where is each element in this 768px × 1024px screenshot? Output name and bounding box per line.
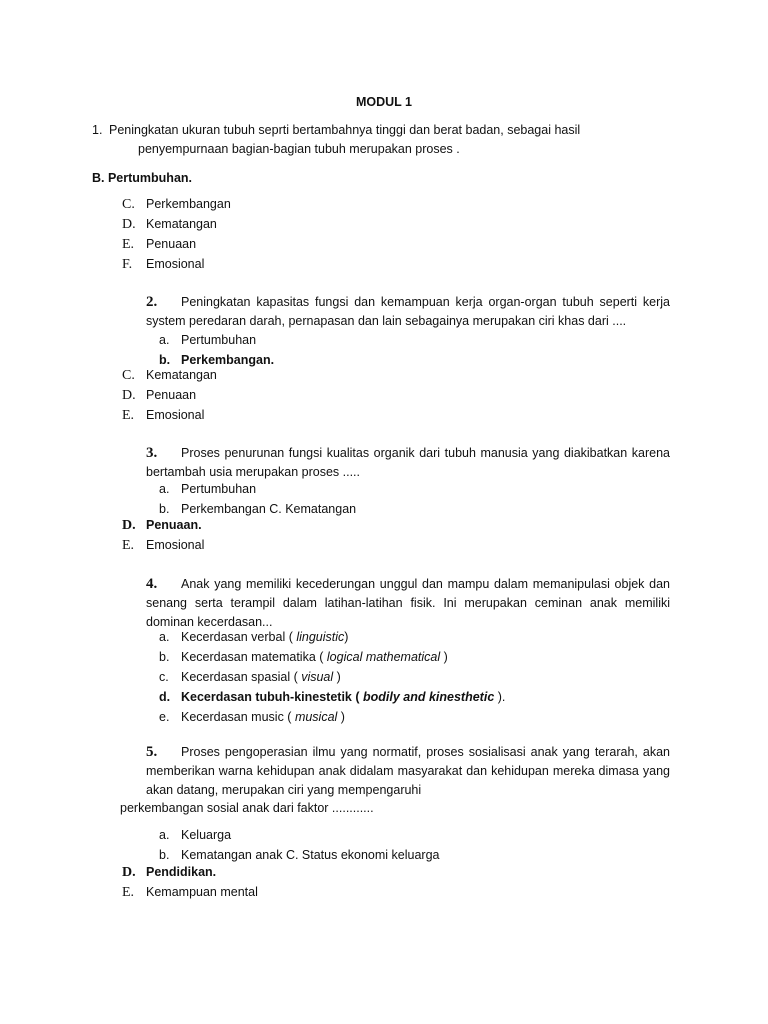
option-item: F. Emosional (122, 257, 205, 272)
option-item: C. Kematangan (122, 368, 217, 383)
question-1 (92, 121, 692, 159)
question-text-line-1: Peningkatan ukuran tubuh seprti bertambahnya tinggi dan berat badan, sebagai hasil (109, 123, 581, 137)
question-text-line-2: penyempurnaan bagian-bagian tubuh merupakan proses . (138, 142, 460, 156)
question-3 (146, 444, 670, 482)
option-item: a. Kecerdasan verbal ( linguistic) (159, 630, 349, 644)
option-item: D. Pendidikan. (122, 865, 217, 880)
q5-options (122, 863, 258, 903)
option-item: c. Kecerdasan spasial ( visual ) (159, 670, 341, 684)
answer-option-b: B. Pertumbuhan. (92, 171, 193, 185)
option-item: a. Keluarga (159, 828, 232, 842)
question-number: 5. (146, 744, 158, 760)
q3-options (122, 516, 204, 556)
option-item: C. Perkembangan (122, 197, 231, 212)
question-number: 1. (92, 123, 103, 137)
option-item: a. Pertumbuhan (159, 333, 257, 347)
question-4 (146, 575, 670, 632)
option-item: D. Penuaan. (122, 518, 202, 533)
option-item: b. Perkembangan. (159, 353, 275, 367)
option-item: b. Kecerdasan matematika ( logical mathematical ) (159, 650, 448, 664)
question-text: Proses pengoperasian ilmu yang normatif, proses sosialisasi anak yang terarah, akan memberikan warna kehidupan anak didalam masyarakat dan kehidupan mereka dimasa yang akan datang, merupakan ciri yang mempengaruhi (146, 745, 670, 797)
option-item: E. Emosional (122, 538, 205, 553)
question-text: Anak yang memiliki kecederungan unggul dan mampu dalam memanipulasi objek dan senang serta terampil dalam latihan-latihan fisik. Ini merupakan ceminan anak memiliki dominan kecerdasan... (146, 577, 670, 629)
question-2 (146, 293, 670, 331)
question-number: 4. (146, 576, 158, 592)
q1-options (122, 195, 231, 275)
question-number: 2. (146, 294, 158, 310)
q2-options (122, 366, 217, 426)
option-item: a. Pertumbuhan (159, 482, 257, 496)
q4-sub-options (159, 628, 505, 728)
option-item: b. Perkembangan C. Kematangan (159, 502, 357, 516)
option-item: e. Kecerdasan music ( musical ) (159, 710, 345, 724)
option-item: E. Kemampuan mental (122, 885, 258, 900)
q3-sub-options (159, 480, 356, 520)
q2-sub-options (159, 331, 274, 371)
question-text: Proses penurunan fungsi kualitas organik dari tubuh manusia yang diakibatkan karena bertambah usia merupakan proses ..... (146, 446, 670, 479)
option-item: D. Penuaan (122, 388, 197, 403)
q5-sub-options (159, 826, 440, 866)
page-title: MODUL 1 (355, 95, 413, 109)
question-5 (146, 743, 670, 800)
option-item: b. Kematangan anak C. Status ekonomi keluarga (159, 848, 440, 862)
question-text: Peningkatan kapasitas fungsi dan kemampuan kerja organ-organ tubuh seperti kerja system peredaran darah, pernapasan dan lain sebagainya merupakan ciri khas dari .... (146, 295, 670, 328)
question-5-tail: perkembangan sosial anak dari faktor ............ (120, 801, 374, 815)
option-item: D. Kematangan (122, 217, 217, 232)
question-number: 3. (146, 445, 158, 461)
option-item: d. Kecerdasan tubuh-kinestetik ( bodily and kinesthetic ). (159, 690, 506, 704)
option-item: E. Emosional (122, 408, 205, 423)
option-item: E. Penuaan (122, 237, 197, 252)
